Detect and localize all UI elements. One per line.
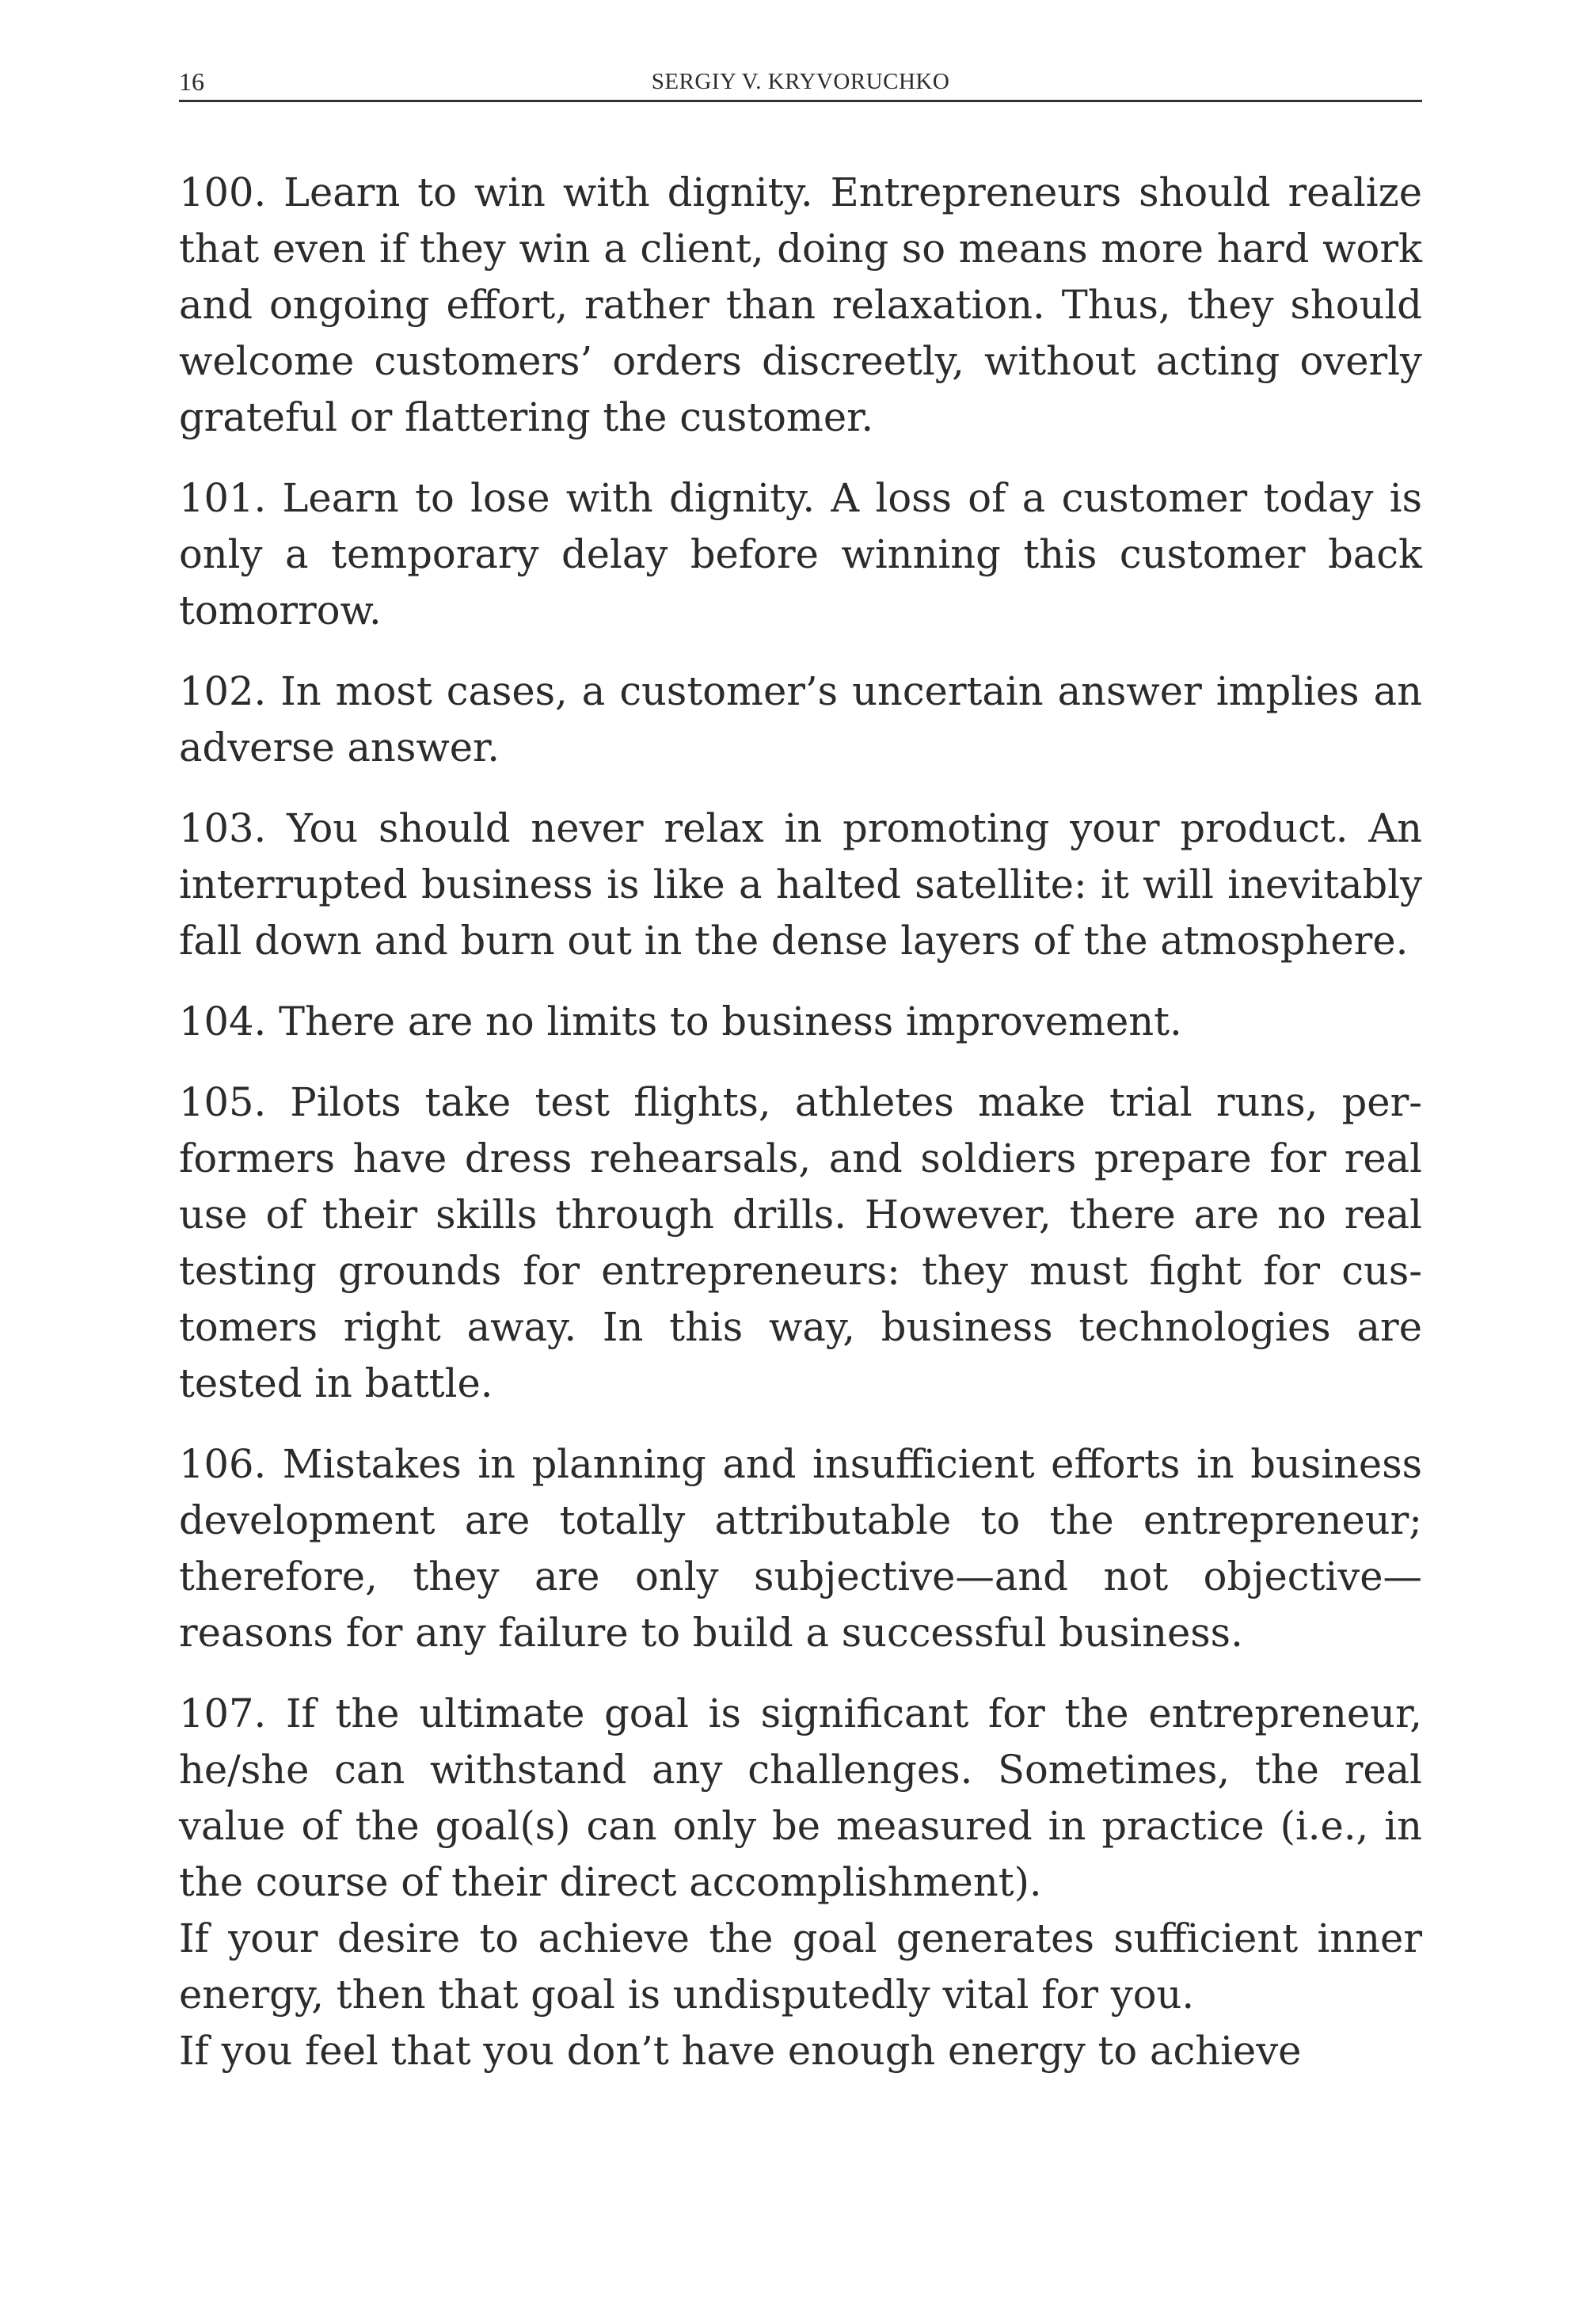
page-body [179,165,1422,2079]
paragraph-107: 107. If the ultimate goal is significant for the entrepreneur, he/she can withstand any challenges. Sometimes, the real value of the goal(s) can only be measured in practice (i.e., in the course of their direct accomplishment). [179,1691,1422,1905]
paragraph-107-continued: If your desire to achieve the goal generates sufficient inner energy, then that goal is undisputedly vital for you. [179,1915,1422,2018]
paragraph-105: 105. Pilots take test flights, athletes make trial runs, performers have dress rehearsals, and soldiers prepare for real use of their skills through drills. However, there are no real testing grounds for entrepreneurs: they must fight for customers right away. In this way, business technologies are tested in battle. [179,1079,1422,1406]
page-number: 16 [179,67,204,96]
paragraph-100: 100. Learn to win with dignity. Entrepreneurs should realize that even if they win a client, doing so means more hard work and ongoing effort, rather than relaxation. Thus, they should welcome customers’ orders discreetly, without acting overly grateful or flattering the customer. [179,169,1422,440]
running-head: SERGIY V. KRYVORUCHKO [651,69,950,94]
paragraph-103: 103. You should never relax in promoting your product. An interrupted business is like a halted satellite: it will inevitably fall down and burn out in the dense layers of the atmosphere. [179,805,1422,964]
paragraph-101: 101. Learn to lose with dignity. A loss of a customer today is only a temporary delay before winning this customer back tomorrow. [179,475,1422,633]
paragraph-102: 102. In most cases, a customer’s uncertain answer implies an adverse answer. [179,668,1422,770]
paragraph-106: 106. Mistakes in planning and insufficient efforts in business development are totally attributable to the entrepreneur; therefore, they are only subjective—and not objective—reasons for any failure to build a successful business. [179,1441,1422,1656]
paragraph-104: 104. There are no limits to business improvement. [179,998,1182,1044]
paragraph-107-final-line: If you feel that you don’t have enough energy to achieve [179,2028,1302,2074]
page-header [179,63,1422,102]
